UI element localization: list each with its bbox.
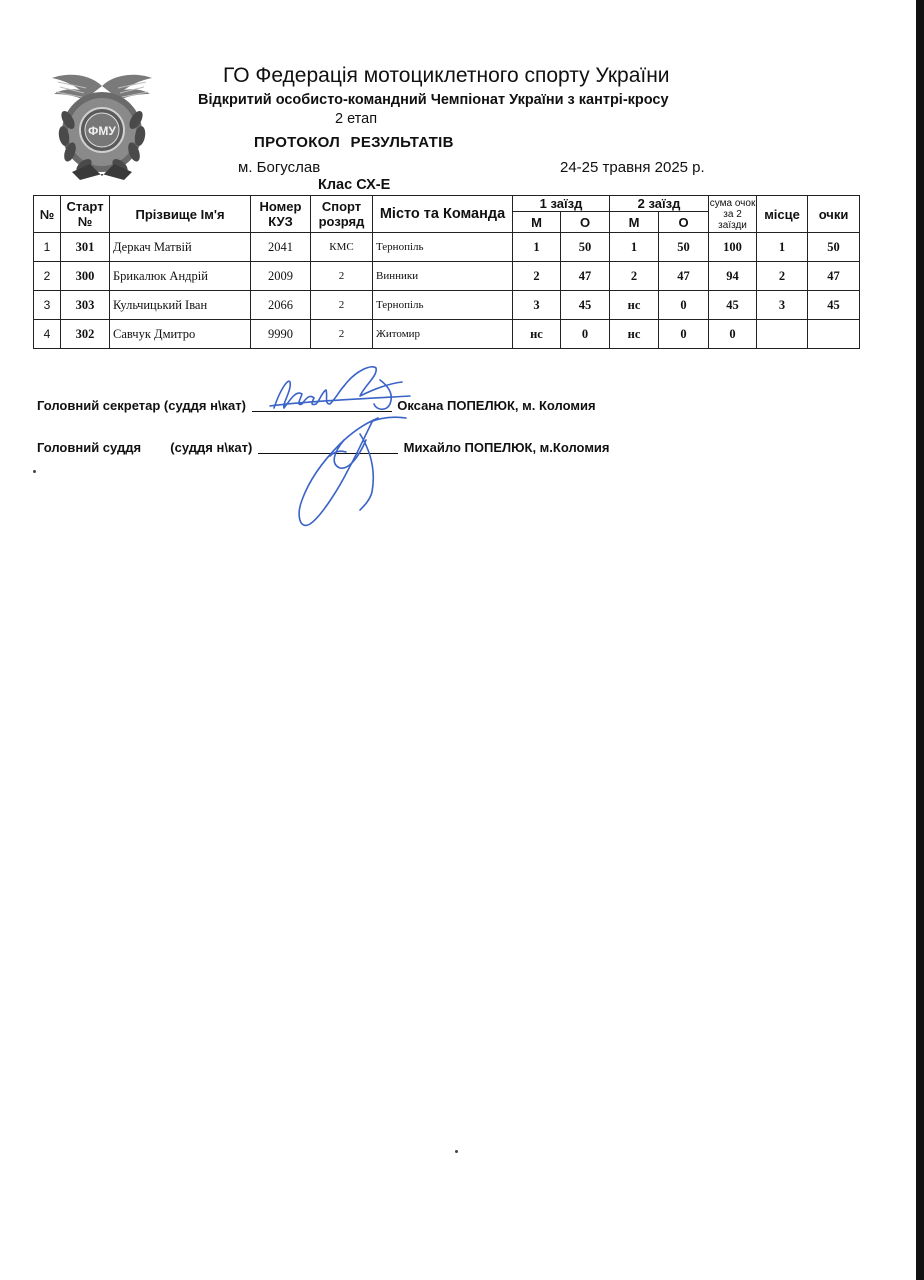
col-header-no: № bbox=[34, 196, 61, 233]
cell-team: Тернопіль bbox=[373, 291, 513, 320]
cell-o1: 0 bbox=[561, 320, 610, 349]
cell-sum: 45 bbox=[709, 291, 757, 320]
cell-points bbox=[808, 320, 860, 349]
cell-m1: 3 bbox=[513, 291, 561, 320]
cell-name: Деркач Матвій bbox=[110, 233, 251, 262]
cell-kuz: 9990 bbox=[251, 320, 311, 349]
cell-points: 45 bbox=[808, 291, 860, 320]
cell-kuz: 2041 bbox=[251, 233, 311, 262]
cell-no: 2 bbox=[34, 262, 61, 291]
col-header-name: Прізвище Ім'я bbox=[110, 196, 251, 233]
col-header-team: Місто та Команда bbox=[373, 196, 513, 233]
col-header-o2: О bbox=[659, 212, 709, 233]
cell-rank: 2 bbox=[311, 262, 373, 291]
col-header-heat1: 1 заїзд bbox=[513, 196, 610, 212]
stage-label: 2 етап bbox=[335, 111, 378, 127]
cell-m2: 1 bbox=[610, 233, 659, 262]
secretary-name: Оксана ПОПЕЛЮК, м. Коломия bbox=[397, 398, 596, 413]
cell-m2: нс bbox=[610, 320, 659, 349]
cell-rank: 2 bbox=[311, 291, 373, 320]
dates-label: 24-25 травня 2025 р. bbox=[560, 159, 705, 176]
col-header-m1: М bbox=[513, 212, 561, 233]
cell-place bbox=[757, 320, 808, 349]
results-table bbox=[33, 195, 860, 349]
cell-o2: 47 bbox=[659, 262, 709, 291]
cell-start: 300 bbox=[61, 262, 110, 291]
cell-points: 47 bbox=[808, 262, 860, 291]
table-row bbox=[34, 320, 860, 349]
cell-no: 1 bbox=[34, 233, 61, 262]
col-header-rank: Спорт розряд bbox=[311, 196, 373, 233]
protocol-title: ПРОТОКОЛ РЕЗУЛЬТАТІВ bbox=[254, 134, 454, 151]
cell-sum: 100 bbox=[709, 233, 757, 262]
federation-logo-icon bbox=[50, 68, 154, 184]
secretary-label: Головний секретар (суддя н\кат) bbox=[37, 398, 246, 413]
cell-o1: 50 bbox=[561, 233, 610, 262]
table-row bbox=[34, 233, 860, 262]
cell-kuz: 2066 bbox=[251, 291, 311, 320]
col-header-points: очки bbox=[808, 196, 860, 233]
cell-sum: 0 bbox=[709, 320, 757, 349]
col-header-place: місце bbox=[757, 196, 808, 233]
col-header-heat2: 2 заїзд bbox=[610, 196, 709, 212]
handwritten-signature-icon bbox=[260, 360, 420, 530]
col-header-o1: О bbox=[561, 212, 610, 233]
page-edge-shadow bbox=[916, 0, 924, 1280]
logo-text: ФМУ bbox=[88, 124, 116, 138]
cell-place: 2 bbox=[757, 262, 808, 291]
city-label: м. Богуслав bbox=[238, 159, 321, 176]
cell-name: Савчук Дмитро bbox=[110, 320, 251, 349]
cell-o1: 47 bbox=[561, 262, 610, 291]
championship-title: Відкритий особисто-командний Чемпіонат України з кантрі-кросу bbox=[198, 92, 669, 108]
cell-team: Житомир bbox=[373, 320, 513, 349]
cell-team: Винники bbox=[373, 262, 513, 291]
cell-rank: КМС bbox=[311, 233, 373, 262]
cell-o1: 45 bbox=[561, 291, 610, 320]
cell-name: Кульчицький Іван bbox=[110, 291, 251, 320]
cell-m2: нс bbox=[610, 291, 659, 320]
cell-m2: 2 bbox=[610, 262, 659, 291]
table-row bbox=[34, 262, 860, 291]
cell-rank: 2 bbox=[311, 320, 373, 349]
class-label: Клас СХ-Е bbox=[318, 177, 391, 193]
cell-points: 50 bbox=[808, 233, 860, 262]
cell-m1: нс bbox=[513, 320, 561, 349]
cell-team: Тернопіль bbox=[373, 233, 513, 262]
judge-category: (суддя н\кат) bbox=[170, 440, 253, 455]
page-speck bbox=[33, 470, 36, 473]
cell-name: Брикалюк Андрій bbox=[110, 262, 251, 291]
cell-kuz: 2009 bbox=[251, 262, 311, 291]
col-header-sum: сума очок за 2 заїзди bbox=[709, 197, 756, 231]
judge-name: Михайло ПОПЕЛЮК, м.Коломия bbox=[403, 440, 610, 455]
cell-place: 1 bbox=[757, 233, 808, 262]
cell-sum: 94 bbox=[709, 262, 757, 291]
cell-no: 3 bbox=[34, 291, 61, 320]
col-header-start-no: Старт № bbox=[61, 196, 110, 233]
cell-m1: 2 bbox=[513, 262, 561, 291]
federation-title: ГО Федерація мотоциклетного спорту України bbox=[223, 64, 670, 87]
col-header-m2: М bbox=[610, 212, 659, 233]
judge-label: Головний суддя bbox=[37, 440, 142, 455]
page-speck bbox=[455, 1150, 458, 1153]
cell-no: 4 bbox=[34, 320, 61, 349]
cell-o2: 0 bbox=[659, 291, 709, 320]
cell-start: 302 bbox=[61, 320, 110, 349]
cell-start: 301 bbox=[61, 233, 110, 262]
cell-place: 3 bbox=[757, 291, 808, 320]
cell-o2: 0 bbox=[659, 320, 709, 349]
table-row bbox=[34, 291, 860, 320]
table-header-row bbox=[34, 196, 860, 212]
cell-m1: 1 bbox=[513, 233, 561, 262]
col-header-kuz: Номер КУЗ bbox=[251, 196, 311, 233]
cell-o2: 50 bbox=[659, 233, 709, 262]
cell-start: 303 bbox=[61, 291, 110, 320]
